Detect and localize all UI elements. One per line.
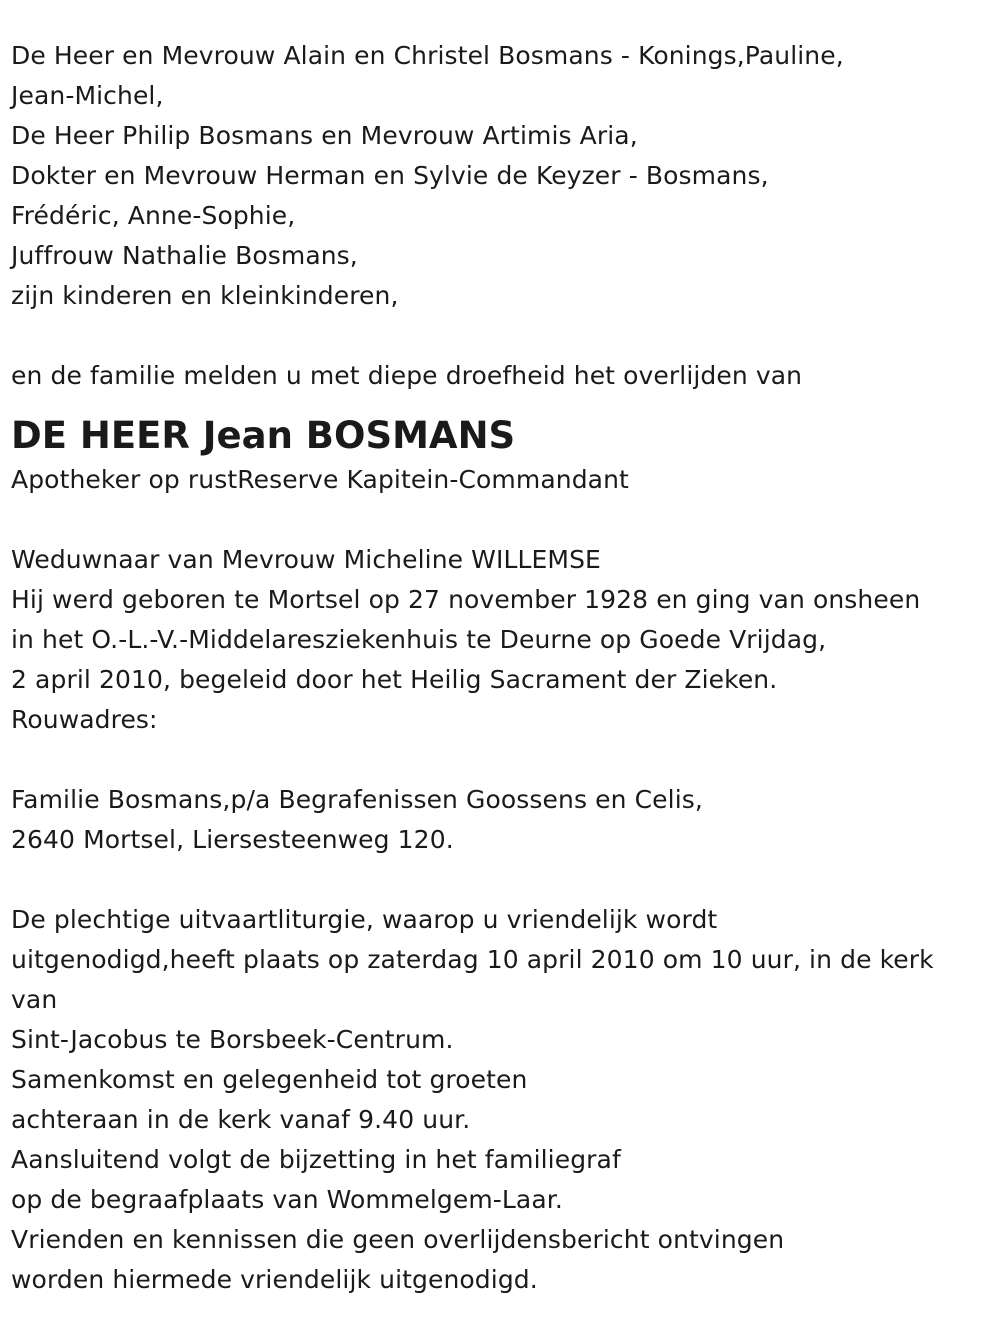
spacer — [11, 500, 986, 540]
family-line: Frédéric, Anne-Sophie, — [11, 201, 296, 230]
family-line: De Heer en Mevrouw Alain en Christel Bosmans - Konings,Pauline, — [11, 41, 844, 70]
family-line: Juffrouw Nathalie Bosmans, — [11, 241, 358, 270]
spacer — [11, 316, 986, 356]
obituary-notice — [11, 36, 986, 1300]
ceremony-line: Samenkomst en gelegenheid tot groeten — [11, 1065, 528, 1094]
ceremony-line: Sint-Jacobus te Borsbeek-Centrum. — [11, 1025, 454, 1054]
family-list — [11, 36, 986, 316]
spacer — [11, 860, 986, 900]
family-line: De Heer Philip Bosmans en Mevrouw Artimis Aria, — [11, 121, 638, 150]
ceremony-line: Vrienden en kennissen die geen overlijdensbericht ontvingen — [11, 1225, 785, 1254]
ceremony-line: De plechtige uitvaartliturgie, waarop u vriendelijk wordt — [11, 905, 718, 934]
ceremony-line: worden hiermede vriendelijk uitgenodigd. — [11, 1265, 538, 1294]
ceremony-line: van — [11, 985, 58, 1014]
biography-line: 2 april 2010, begeleid door het Heilig Sacrament der Zieken. — [11, 665, 778, 694]
ceremony-line: Aansluitend volgt de bijzetting in het familiegraf — [11, 1145, 621, 1174]
family-line: zijn kinderen en kleinkinderen, — [11, 281, 399, 310]
deceased-name: DE HEER Jean BOSMANS — [11, 414, 516, 457]
ceremony-line: uitgenodigd,heeft plaats op zaterdag 10 april 2010 om 10 uur, in de kerk — [11, 945, 934, 974]
biography-section — [11, 540, 986, 740]
biography-line: Hij werd geboren te Mortsel op 27 november 1928 en ging van onsheen — [11, 585, 921, 614]
spacer — [11, 740, 986, 780]
address-section — [11, 780, 986, 860]
family-line: Jean-Michel, — [11, 81, 164, 110]
biography-line: Rouwadres: — [11, 705, 158, 734]
ceremony-line: op de begraafplaats van Wommelgem-Laar. — [11, 1185, 563, 1214]
ceremony-section — [11, 900, 986, 1300]
address-line: Familie Bosmans,p/a Begrafenissen Goossens en Celis, — [11, 785, 703, 814]
biography-line: in het O.-L.-V.-Middelaresziekenhuis te Deurne op Goede Vrijdag, — [11, 625, 827, 654]
announcement-text: en de familie melden u met diepe droefheid het overlijden van — [11, 361, 803, 390]
address-line: 2640 Mortsel, Liersesteenweg 120. — [11, 825, 454, 854]
deceased-title: Apotheker op rustReserve Kapitein-Commandant — [11, 465, 629, 494]
biography-line: Weduwnaar van Mevrouw Micheline WILLEMSE — [11, 545, 601, 574]
family-line: Dokter en Mevrouw Herman en Sylvie de Keyzer - Bosmans, — [11, 161, 769, 190]
ceremony-line: achteraan in de kerk vanaf 9.40 uur. — [11, 1105, 471, 1134]
